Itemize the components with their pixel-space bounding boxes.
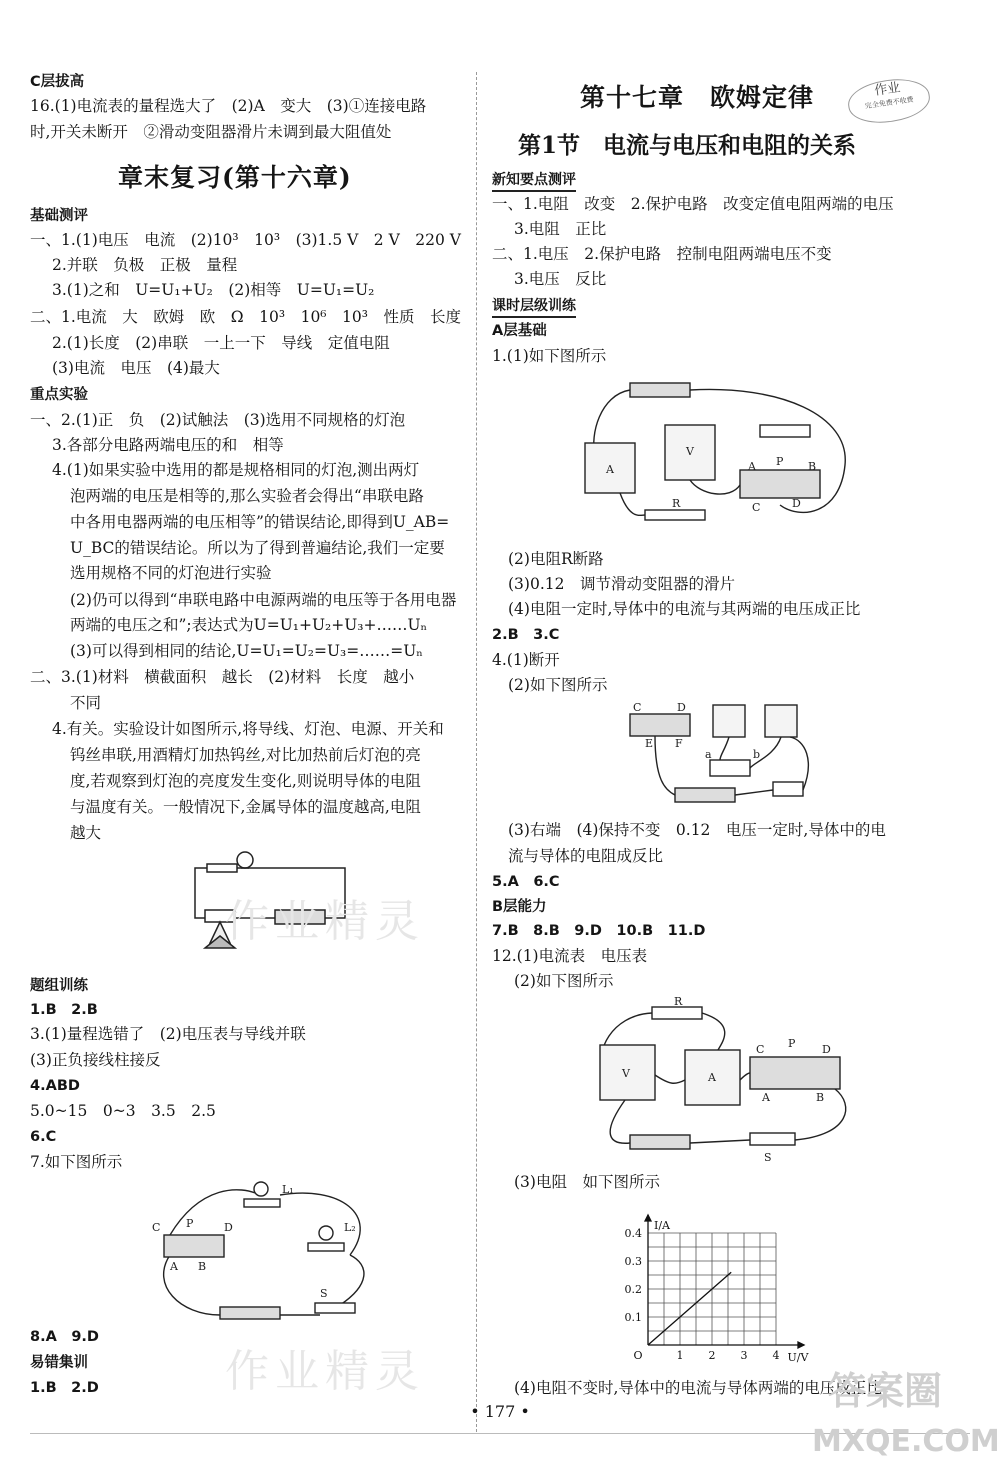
fig-label: P	[776, 455, 784, 468]
x-axis-label: U/V	[787, 1351, 809, 1364]
fig-label: a	[705, 748, 712, 761]
iu-graph	[620, 1205, 820, 1365]
fig-label: C	[152, 1221, 161, 1234]
answer-line: 一、2.(1)正 负 (2)试触法 (3)选用不同规格的灯泡	[30, 411, 406, 429]
answer-line: 4.有关。实验设计如图所示,将导线、灯泡、电源、开关和	[52, 720, 444, 738]
y-tick-label: 0.1	[624, 1311, 642, 1324]
answer-line: 8.A 9.D	[30, 1329, 99, 1345]
answer-line: (3)可以得到相同的结论,U=U₁=U₂=U₃=……=Uₙ	[70, 642, 423, 660]
answer-line: 4.(1)断开	[492, 651, 560, 669]
y-axis-arrow	[645, 1215, 651, 1221]
y-axis-label: I/A	[654, 1219, 670, 1232]
class-training-heading: 课时层级训练	[492, 295, 576, 318]
page-number: • 177 •	[470, 1402, 530, 1421]
fig-label: B	[198, 1260, 207, 1273]
answer-line: (3)右端 (4)保持不变 0.12 电压一定时,导体中的电	[508, 821, 886, 839]
circuit-figure-a1	[580, 375, 855, 525]
key-experiment-heading: 重点实验	[30, 387, 88, 403]
answer-line: 二、1.电压 2.保护电路 控制电阻两端电压不变	[492, 245, 832, 263]
answer-line: U_BC的错误结论。所以为了得到普遍结论,我们一定要	[70, 539, 445, 557]
new-knowledge-heading: 新知要点测评	[492, 169, 576, 192]
fig-label: S	[764, 1151, 772, 1164]
answer-line: 与温度有关。一般情况下,金属导体的温度越高,电阻	[70, 798, 421, 816]
answer-line: 越大	[70, 824, 102, 842]
fig-label: V	[622, 1067, 630, 1080]
fig-label: R	[674, 995, 683, 1008]
chapter-title: 第十七章 欧姆定律	[580, 83, 815, 112]
answer-line: 2.B 3.C	[492, 627, 560, 643]
fig-label: P	[186, 1217, 194, 1230]
fig-label: A	[708, 1071, 716, 1084]
fig-label: R	[672, 497, 681, 510]
stamp-small: 完全免费不收费	[864, 95, 915, 111]
fig-label: E	[645, 737, 654, 750]
fig-label: V	[686, 445, 694, 458]
fig-label: b	[753, 748, 761, 761]
x-axis-arrow	[798, 1342, 804, 1348]
fig-label: C	[756, 1043, 765, 1056]
basic-heading: 基础测评	[30, 208, 88, 224]
column-divider	[476, 72, 477, 1432]
answer-line: 3.电阻 正比	[514, 220, 607, 238]
answer-line: 12.(1)电流表 电压表	[492, 947, 648, 965]
b-layer-heading: B层能力	[492, 899, 547, 915]
c-layer-heading: C层拔高	[30, 74, 85, 90]
circuit-figure-b12	[590, 995, 860, 1165]
answer-line: 泡两端的电压是相等的,那么实验者会得出“串联电路	[70, 487, 424, 505]
a-layer-heading: A层基础	[492, 323, 547, 339]
answer-line: (3)正负接线柱接反	[30, 1051, 161, 1069]
answer-line: 3.(1)量程选错了 (2)电压表与导线并联	[30, 1025, 306, 1043]
answer-line: (3)0.12 调节滑动变阻器的滑片	[508, 575, 735, 593]
answer-line: 1.B 2.B	[30, 1002, 98, 1018]
answer-line: 度,若观察到灯泡的亮度发生变化,则说明导体的电阻	[70, 772, 421, 790]
fig-label: A	[748, 460, 756, 473]
answer-line: (2)电阻R断路	[508, 550, 604, 568]
answer-line: 流与导体的电阻成反比	[508, 847, 664, 865]
answer-line: 5.0~15 0~3 3.5 2.5	[30, 1102, 216, 1120]
fig-label: F	[675, 737, 683, 750]
y-tick-label: 0.4	[624, 1227, 642, 1240]
data-series-line	[648, 1272, 731, 1345]
answer-line: (2)如下图所示	[508, 676, 608, 694]
circuit-figure-q7	[140, 1175, 380, 1325]
answer-line: 不同	[70, 694, 102, 712]
answer-line: (3)电流 电压 (4)最大	[52, 359, 220, 377]
origin-label: O	[633, 1349, 643, 1362]
circuit-figure-a4	[625, 700, 815, 812]
error-training-heading: 易错集训	[30, 1355, 88, 1371]
fig-label: C	[633, 701, 642, 714]
fig-label: P	[788, 1037, 796, 1050]
homework-stamp	[845, 74, 932, 127]
review-title: 章末复习(第十六章)	[118, 163, 352, 192]
group-training-heading: 题组训练	[30, 978, 88, 994]
stamp-main: 作业	[873, 80, 902, 99]
site-logo-url: MXQE.COM	[812, 1424, 1000, 1459]
answer-line: 5.A 6.C	[492, 874, 560, 890]
answer-line: 2.(1)长度 (2)串联 一上一下 导线 定值电阻	[52, 334, 390, 352]
answer-line: 3.各部分电路两端电压的和 相等	[52, 436, 284, 454]
x-tick-label: 2	[708, 1349, 716, 1362]
y-tick-label: 0.3	[624, 1255, 642, 1268]
fig-label: D	[792, 497, 801, 510]
answer-line: 2.并联 负极 正极 量程	[52, 256, 238, 274]
fig-label: D	[224, 1221, 233, 1234]
fig-label: A	[762, 1091, 770, 1104]
fig-label: S	[320, 1287, 328, 1300]
fig-label: C	[752, 501, 761, 514]
answer-line: 选用规格不同的灯泡进行实验	[70, 564, 272, 582]
answer-line: 3.电压 反比	[514, 270, 607, 288]
x-tick-label: 3	[740, 1349, 748, 1362]
answer-line: 16.(1)电流表的量程选大了 (2)A 变大 (3)①连接电路	[30, 97, 427, 115]
x-tick-label: 1	[676, 1349, 684, 1362]
site-logo: 答案圈	[828, 1369, 943, 1413]
answer-line: 1.B 2.D	[30, 1380, 99, 1396]
answer-line: (4)电阻一定时,导体中的电流与其两端的电压成正比	[508, 600, 861, 618]
fig-label: B	[816, 1091, 825, 1104]
fig-label: L₂	[344, 1221, 356, 1234]
answer-line: 6.C	[30, 1129, 57, 1145]
answer-line: (2)仍可以得到“串联电路中电源两端的电压等于各用电器	[70, 591, 457, 609]
answer-line: 二、3.(1)材料 横截面积 越长 (2)材料 长度 越小	[30, 668, 415, 686]
fig-label: D	[822, 1043, 831, 1056]
answer-line: 4.(1)如果实验中选用的都是规格相同的灯泡,测出两灯	[52, 461, 420, 479]
fig-label: A	[170, 1260, 178, 1273]
answer-line: 钨丝串联,用酒精灯加热钨丝,对比加热前后灯泡的亮	[70, 746, 421, 764]
answer-line: 7.如下图所示	[30, 1153, 123, 1171]
answer-line: (4)电阻不变时,导体中的电流与导体两端的电压成正比	[514, 1379, 882, 1397]
x-tick-label: 4	[772, 1349, 780, 1362]
answer-line: 3.(1)之和 U=U₁+U₂ (2)相等 U=U₁=U₂	[52, 281, 375, 299]
section-title: 第1节 电流与电压和电阻的关系	[518, 132, 857, 159]
fig-label: L₁	[282, 1183, 294, 1196]
answer-line: 二、1.电流 大 欧姆 欧 Ω 10³ 10⁶ 10³ 性质 长度	[30, 308, 461, 326]
answer-line: 一、1.电阻 改变 2.保护电路 改变定值电阻两端的电压	[492, 195, 894, 213]
answer-line: 一、1.(1)电压 电流 (2)10³ 10³ (3)1.5 V 2 V 220 V	[30, 231, 461, 249]
answer-line: (2)如下图所示	[514, 972, 614, 990]
answer-line: 中各用电器两端的电压相等”的错误结论,即得到U_AB=	[70, 513, 450, 531]
fig-label: D	[677, 701, 686, 714]
answer-line: (3)电阻 如下图所示	[514, 1173, 660, 1191]
watermark: 作业精灵	[225, 1346, 425, 1397]
answer-line: 时,开关未断开 ②滑动变阻器滑片未调到最大阻值处	[30, 123, 392, 141]
answer-line: 1.(1)如下图所示	[492, 347, 607, 365]
fig-label: A	[606, 463, 614, 476]
watermark: 作业精灵	[225, 896, 425, 947]
answer-line: 4.ABD	[30, 1078, 80, 1094]
fig-label: B	[808, 460, 817, 473]
y-tick-label: 0.2	[624, 1283, 642, 1296]
answer-line: 两端的电压之和”;表达式为U=U₁+U₂+U₃+……Uₙ	[70, 616, 428, 634]
answer-line: 7.B 8.B 9.D 10.B 11.D	[492, 923, 706, 939]
